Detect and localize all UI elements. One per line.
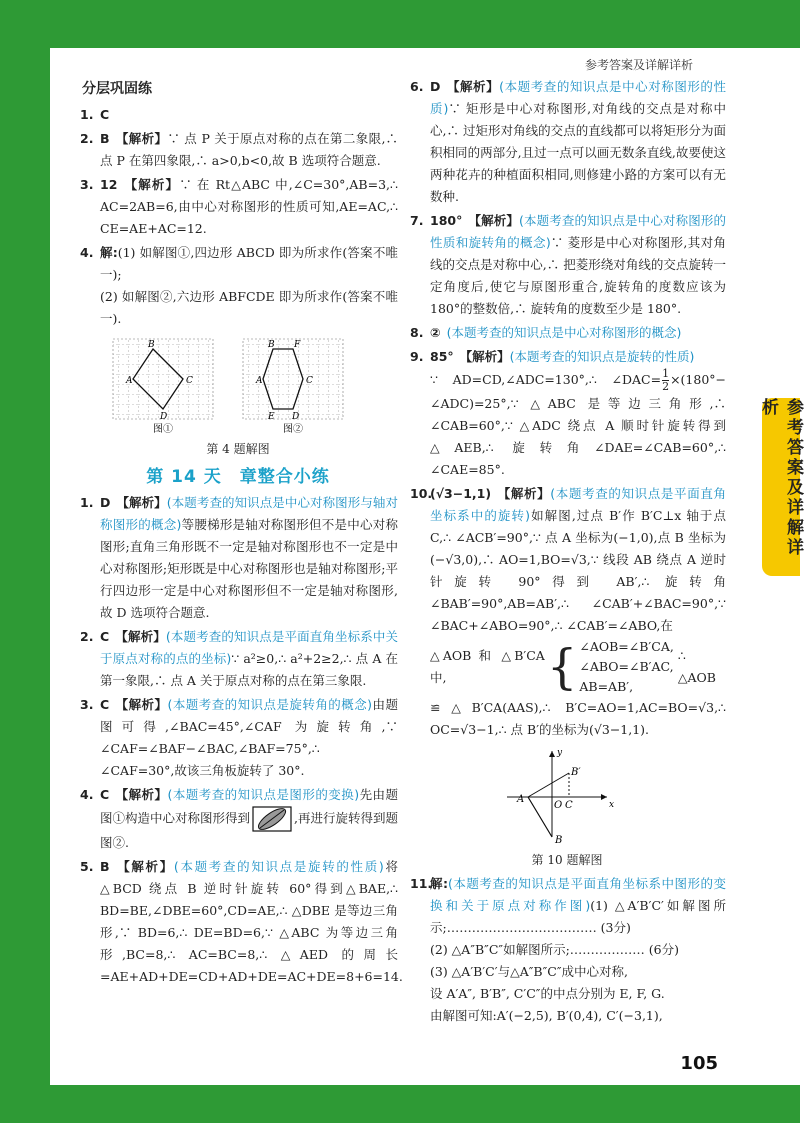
label-a: A <box>256 376 263 386</box>
label-b-prime: B′ <box>571 767 581 778</box>
answer: D <box>430 79 441 94</box>
answer-item-3 <box>78 174 398 240</box>
knowledge-note: (本题考查的知识点是旋转角的概念) <box>167 697 373 712</box>
knowledge-note: (本题考查的知识点是平面直角坐标系中的旋转) <box>430 486 726 523</box>
item-number: 1. <box>80 107 94 122</box>
answer-item-d5 <box>78 856 403 988</box>
explanation-part-1: 先由题图①构造中心对称图形得到 <box>100 787 398 826</box>
analysis-tag: 【解析】 <box>446 79 500 94</box>
analysis-tag: 【解析】 <box>115 859 174 874</box>
explanation: ∵ 在 Rt△ABC 中,∠C=30°,AB=3,∴ AC=2AB=6,由中心对称图形的性质可知,AE=AC,∴ CE=AE+AC=12. <box>100 177 398 236</box>
explanation: 如解图,过点 B′作 B′C⊥x 轴于点 C,∴ ∠ACB′=90°,∵ 点 A 坐标为(−1,0),点 B 坐标为(−√3,0),∴ AO=1,BO=√3,∵ 线段 AB 绕点 A 逆时针旋转 90°得到 AB′,∴ 旋转角∠BAB′=90°,AB=AB′,∴ ∠CAB′+∠BAC=90°,∵ ∠BAC+∠ABO=90°,∴ ∠CAB′=∠ABO,在 <box>430 508 726 633</box>
answer: C <box>100 697 110 712</box>
item-number: 2. <box>80 131 94 146</box>
label-d: D <box>160 412 168 422</box>
system-lines <box>579 637 673 697</box>
y-axis-arrow <box>549 751 555 757</box>
analysis-tag: 【解析】 <box>115 697 168 712</box>
explanation-continued: ≌△B′CA(AAS),∴ B′C=AO=1,AC=BO=√3,∴ OC=√3−1,∴ 点 B′的坐标为(√3−1,1). <box>430 700 726 737</box>
label-b: B <box>148 340 155 350</box>
label-c: C <box>186 376 193 386</box>
explanation: ∵ 点 P 关于原点对称的点在第二象限,∴ 点 P 在第四象限,∴ a>0,b<0,故 B 选项符合题意. <box>100 131 398 168</box>
system-line-2: ∠ABO=∠B′AC, <box>579 659 674 674</box>
item-number: 10. <box>410 486 433 501</box>
fraction-denominator: 2 <box>662 380 670 393</box>
right-column <box>408 76 726 1029</box>
analysis-tag: 【解析】 <box>459 349 510 364</box>
left-green-band <box>0 0 50 1123</box>
shape-icon <box>252 806 292 832</box>
explanation-part-2: ×(180°− <box>670 372 726 387</box>
item-number: 5. <box>80 859 94 874</box>
explanation-part-1: ∵ AD=CD,∠ADC=130°,∴ ∠DAC= <box>430 372 662 387</box>
segment-ab <box>528 797 552 837</box>
answer-item-7 <box>408 210 726 320</box>
explanation: ∵ 矩形是中心对称图形,对角线的交点是对称中心,∴ 过矩形对角线的交点的直线都可以将矩形分为面积相同的两部分,且过一点可以画无数条直线,故要使这两种花卉的种植面积相同,则修建小路的方案可以有无数种. <box>430 101 726 204</box>
answer: B <box>100 859 110 874</box>
knowledge-note: (本题考查的知识点是旋转的性质) <box>173 859 384 874</box>
answer: D <box>100 495 111 510</box>
solution-line-2: (2) △A″B″C″如解图所示;……………… (6分) <box>430 942 679 957</box>
explanation: 将△BCD 绕点 B 逆时针旋转 60°得到△BAE,∴ BD=BE,∠DBE=60°,CD=AE,∴ △DBE 是等边三角形,∵ BD=6,∴ DE=BD=6,∵ △ABC 为等边三角形,BC=8,∴ AC=BC=8,∴ △AED 的周长=AE+AD+DE=CD+AD+DE=AC+DE=8+6=14. <box>100 859 403 984</box>
answer-item-2 <box>78 128 398 172</box>
solution-line-4: 设 A′A″, B′B″, C′C″的中点分别为 E, F, G. <box>430 986 665 1001</box>
item-number: 8. <box>410 325 424 340</box>
fraction <box>662 368 669 393</box>
label-e: E <box>268 412 275 422</box>
answer: C <box>100 787 110 802</box>
label-b: B <box>555 835 563 846</box>
answer-item-6 <box>408 76 726 208</box>
figure-label-1: 图① <box>153 424 173 435</box>
answer-item-d2 <box>78 626 398 692</box>
knowledge-note: (本题考查的知识点是中心对称图形的性质和旋转角的概念) <box>430 213 726 250</box>
item-number: 6. <box>410 79 424 94</box>
figure-label-2: 图② <box>283 424 303 435</box>
item-number: 11. <box>410 876 433 891</box>
left-brace: { <box>546 639 578 695</box>
x-axis-arrow <box>601 794 607 800</box>
label-a: A <box>126 376 133 386</box>
knowledge-note: (本题考查的知识点是中心对称图形与轴对称图形的概念) <box>100 495 398 532</box>
side-tab-label: 参考答案及详解详析 <box>758 398 803 558</box>
answer: B <box>100 131 110 146</box>
system-line-1: ∠AOB=∠B′CA, <box>579 639 674 654</box>
analysis-tag: 【解析】 <box>115 629 166 644</box>
system-prefix: △AOB 和 △B′CA 中, <box>430 648 545 685</box>
figure-q4 <box>108 334 368 434</box>
answer: C <box>100 629 110 644</box>
solution-tag: 解: <box>100 245 118 260</box>
top-green-band <box>0 0 800 48</box>
explanation: 等腰梯形是轴对称图形但不是中心对称图形;直角三角形既不一定是轴对称图形也不一定是中心对称图形;矩形既是中心对称图形也是轴对称图形;平行四边形一定是中心对称图形但不一定是轴对称图形,故 D 选项符合题意. <box>100 517 398 620</box>
solution-line-2: (2) 如解图②,六边形 ABFCDE 即为所求作(答案不唯一). <box>100 289 398 326</box>
item-number: 3. <box>80 177 94 192</box>
answer-item-8 <box>408 322 726 344</box>
page-number: 105 <box>680 1053 718 1074</box>
fraction-numerator: 1 <box>662 367 670 380</box>
answer-item-d1 <box>78 492 398 624</box>
answer: 85° <box>430 349 454 364</box>
answer-item-11 <box>408 873 726 1027</box>
explanation: ∵ a²≥0,∴ a²+2≥2,∴ 点 A 在第一象限,∴ 点 A 关于原点对称的点在第三象限. <box>100 651 398 688</box>
explanation: 由题图可得,∠BAC=45°,∠CAF 为旋转角,∵ ∠CAF=∠BAF−∠BAC,∠BAF=75°,∴ ∠CAF=30°,故该三角板旋转了 30°. <box>100 697 398 778</box>
solution-line-3: (3) △A′B′C′与△A″B″C″成中心对称, <box>430 964 628 979</box>
answer-item-10 <box>408 483 726 741</box>
answer-item-4 <box>78 242 398 330</box>
label-x: x <box>609 800 615 810</box>
label-o: O <box>554 800 563 811</box>
answer-item-1 <box>78 104 398 126</box>
section-title: 分层巩固练 <box>82 81 152 97</box>
knowledge-note: (本题考查的知识点是中心对称图形的性质) <box>430 79 726 116</box>
system-suffix: ∴ △AOB <box>677 648 716 685</box>
figure-caption: 第 4 题解图 <box>206 442 270 456</box>
analysis-tag: 【解析】 <box>468 213 519 228</box>
figure-q10 <box>497 745 637 845</box>
item-number: 1. <box>80 495 94 510</box>
answer: C <box>100 107 110 122</box>
item-number: 7. <box>410 213 424 228</box>
answer-item-d3 <box>78 694 398 782</box>
explanation-part-2: ,再进行旋转得到题图②. <box>100 810 398 850</box>
knowledge-note: (本题考查的知识点是图形的变换) <box>167 787 360 802</box>
explanation: ∵ 菱形是中心对称图形,其对角线的交点是对称中心,∴ 把菱形绕对角线的交点旋转一定角度后,使它与原图形重合,旋转角的度数应该为 180°的整数倍,∴ 旋转角的度数至少是 180°. <box>430 235 726 316</box>
solution-line-1: (1) △A′B′C′如解图所示;……………………………… (3分) <box>430 898 726 935</box>
item-number: 3. <box>80 697 94 712</box>
label-a: A <box>517 794 525 805</box>
answer-item-9 <box>408 346 726 481</box>
knowledge-note: (本题考查的知识点是旋转的性质) <box>509 349 695 364</box>
solution-line-1: (1) 如解图①,四边形 ABCD 即为所求作(答案不唯一); <box>100 245 399 282</box>
item-number: 9. <box>410 349 424 364</box>
side-tab <box>758 398 803 576</box>
system-line-3: AB=AB′, <box>579 679 634 694</box>
solution-tag: 解: <box>430 876 449 891</box>
answer: (√3−1,1) <box>430 486 492 501</box>
analysis-tag: 【解析】 <box>497 486 551 501</box>
solution-line-5: 由解图可知:A′(−2,5), B′(0,4), C′(−3,1), <box>430 1008 663 1023</box>
label-d: D <box>292 412 300 422</box>
label-c: C <box>565 800 573 811</box>
label-c: C <box>306 376 313 386</box>
answer-item-d4 <box>78 784 398 854</box>
analysis-tag: 【解析】 <box>123 177 180 192</box>
knowledge-note: (本题考查的知识点是平面直角坐标系中图形的变换和关于原点对称作图) <box>430 876 726 913</box>
answer: 12 <box>100 177 118 192</box>
item-number: 4. <box>80 787 94 802</box>
analysis-tag: 【解析】 <box>116 495 167 510</box>
bottom-green-band <box>0 1085 800 1123</box>
label-f: F <box>294 340 301 350</box>
congruence-system <box>430 637 726 697</box>
knowledge-note: (本题考查的知识点是平面直角坐标系中关于原点对称的点的坐标) <box>100 629 398 666</box>
running-header: 参考答案及详解详析 <box>585 58 694 72</box>
label-b: B <box>268 340 275 350</box>
analysis-tag: 【解析】 <box>115 131 168 146</box>
day-title: 第 14 天 章整合小练 <box>146 467 330 487</box>
segment-ab-prime <box>528 773 569 797</box>
answer: ② <box>430 325 441 340</box>
figure-caption: 第 10 题解图 <box>531 853 603 867</box>
left-column <box>78 76 403 990</box>
knowledge-note: (本题考查的知识点是中心对称图形的概念) <box>446 325 682 340</box>
answer: 180° <box>430 213 463 228</box>
analysis-tag: 【解析】 <box>115 787 168 802</box>
item-number: 2. <box>80 629 94 644</box>
explanation-part-3: ∠ADC)=25°,∵ △ABC 是等边三角形,∴ ∠CAB=60°,∵ △ADC 绕点 A 顺时针旋转得到△AEB,∴ 旋转角∠DAE=∠CAB=60°,∴ ∠CAE=85°. <box>430 396 726 477</box>
item-number: 4. <box>80 245 94 260</box>
label-y: y <box>557 748 563 758</box>
